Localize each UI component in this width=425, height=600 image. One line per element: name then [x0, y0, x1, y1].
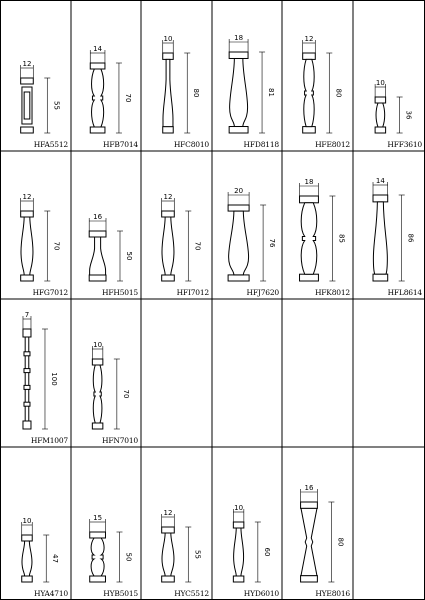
baluster-ring	[24, 369, 30, 373]
baluster-body	[90, 237, 106, 275]
baluster-base	[92, 423, 103, 429]
baluster-base	[375, 127, 386, 133]
baluster-base	[89, 275, 106, 281]
baluster-base	[229, 127, 248, 133]
baluster-base	[22, 576, 33, 582]
baluster-cap	[163, 53, 174, 59]
height-dimension	[326, 53, 332, 133]
baluster-base	[163, 127, 174, 133]
baluster-cap	[21, 211, 34, 217]
baluster-cell	[89, 213, 138, 297]
baluster-base	[162, 275, 175, 281]
height-label: 70	[121, 389, 130, 399]
baluster-body	[373, 202, 387, 274]
model-code: HYC5512	[174, 589, 209, 598]
width-label: 10	[375, 79, 385, 87]
baluster-cap	[303, 53, 316, 59]
height-dimension	[399, 195, 405, 281]
height-label: 70	[123, 93, 132, 103]
height-label: 55	[52, 101, 61, 110]
height-label: 47	[51, 554, 60, 563]
height-dimension	[185, 211, 191, 281]
baluster-cap	[228, 205, 249, 211]
height-label: 55	[193, 550, 202, 559]
width-label: 14	[93, 45, 103, 53]
width-label: 10	[22, 517, 32, 525]
baluster-base	[162, 576, 175, 582]
height-label: 76	[268, 238, 277, 248]
height-label: 70	[52, 241, 61, 251]
baluster-ring	[24, 385, 30, 389]
height-label: 85	[337, 234, 346, 243]
height-label: 80	[192, 88, 201, 98]
width-label: 12	[22, 193, 32, 201]
model-code: HFK8012	[314, 288, 350, 297]
baluster-base	[233, 576, 244, 582]
baluster-cell	[228, 187, 279, 297]
baluster-body	[376, 103, 385, 127]
baluster-cap	[23, 329, 31, 337]
width-label: 10	[93, 341, 103, 349]
baluster-base	[303, 127, 316, 133]
baluster-cap	[162, 211, 175, 217]
baluster-cell	[22, 517, 69, 598]
baluster-cap	[90, 63, 105, 69]
baluster-base	[373, 274, 388, 281]
model-code: HFI7012	[176, 288, 209, 297]
baluster-ring	[24, 352, 30, 356]
baluster-body	[304, 59, 314, 126]
height-label: 100	[49, 372, 58, 386]
cells-layer	[21, 34, 423, 598]
baluster-base	[90, 127, 105, 133]
model-code: HYD6010	[243, 589, 279, 598]
baluster-cell	[92, 341, 138, 445]
width-label: 20	[234, 187, 244, 195]
baluster-cap	[92, 359, 103, 365]
height-label: 80	[336, 537, 345, 547]
baluster-body	[234, 528, 244, 576]
height-label: 86	[406, 233, 415, 243]
baluster-cell	[375, 79, 422, 149]
model-code: HFL8614	[387, 288, 422, 297]
baluster-cell	[233, 504, 279, 598]
baluster-cap	[21, 78, 34, 84]
height-label: 81	[267, 88, 276, 97]
baluster-cap	[229, 52, 248, 58]
width-label: 10	[234, 504, 244, 512]
baluster-cell	[373, 177, 422, 297]
width-label: 12	[163, 193, 173, 201]
height-label: 70	[193, 241, 202, 251]
baluster-cell	[303, 35, 351, 149]
model-code: HYB5015	[103, 589, 138, 598]
baluster-cell	[162, 193, 210, 297]
baluster-base	[23, 421, 31, 429]
baluster-base	[228, 275, 249, 281]
height-dimension	[397, 97, 403, 133]
height-dimension	[117, 231, 123, 281]
baluster-body	[92, 69, 104, 127]
model-code: HFD8118	[243, 140, 279, 149]
height-dimension	[260, 205, 266, 281]
width-label: 10	[163, 35, 173, 43]
model-code: HFG7012	[32, 288, 68, 297]
baluster-cell	[300, 178, 351, 297]
model-code: HYE8016	[315, 589, 350, 598]
width-label: 12	[304, 35, 314, 43]
baluster-body	[22, 541, 32, 576]
model-code: HFC8010	[173, 140, 209, 149]
baluster-body	[21, 217, 33, 275]
baluster-cap	[300, 196, 319, 203]
width-label: 12	[163, 509, 173, 517]
baluster-cap	[301, 502, 318, 508]
height-dimension	[184, 53, 190, 133]
baluster-cell	[163, 35, 210, 149]
baluster-cap	[22, 535, 33, 541]
width-label: 15	[93, 514, 103, 522]
height-label: 50	[125, 251, 133, 261]
baluster-base	[301, 576, 318, 582]
baluster-body	[229, 211, 249, 275]
baluster-body	[162, 533, 174, 576]
baluster-body	[162, 217, 174, 275]
height-dimension	[114, 359, 120, 429]
width-label: 16	[304, 484, 314, 492]
baluster-cell	[229, 34, 279, 149]
baluster-cap	[162, 527, 175, 533]
model-code: HFJ7620	[246, 288, 279, 297]
baluster-cap	[89, 231, 106, 237]
baluster-body	[230, 58, 248, 126]
height-label: 60	[262, 547, 271, 557]
model-code: HYA4710	[33, 589, 68, 598]
height-dimension	[44, 78, 50, 133]
baluster-cell	[90, 514, 139, 598]
width-label: 12	[22, 60, 32, 68]
baluster-cell	[21, 60, 69, 149]
width-label: 7	[24, 311, 30, 319]
baluster-cap	[375, 97, 386, 103]
height-label: 80	[334, 88, 343, 98]
model-code: HFF3610	[387, 140, 422, 149]
baluster-cell	[23, 311, 68, 445]
height-dimension	[328, 502, 334, 582]
baluster-base	[21, 275, 34, 281]
baluster-panel	[24, 92, 30, 119]
baluster-body	[93, 365, 102, 423]
height-dimension	[42, 329, 48, 429]
baluster-body	[163, 59, 173, 126]
height-dimension	[259, 52, 265, 133]
height-dimension	[329, 196, 335, 281]
baluster-base	[21, 127, 34, 133]
baluster-body	[91, 538, 104, 576]
baluster-body	[25, 337, 29, 421]
model-code: HFH5015	[102, 288, 138, 297]
height-label: 50	[124, 552, 133, 562]
baluster-cap	[373, 195, 388, 202]
model-code: HFM1007	[30, 436, 68, 445]
height-dimension	[185, 527, 191, 582]
height-label: 36	[404, 110, 413, 120]
baluster-ring	[24, 402, 30, 406]
height-dimension	[44, 211, 50, 281]
baluster-cell	[21, 193, 69, 297]
baluster-cap	[90, 532, 106, 538]
width-label: 18	[304, 178, 314, 186]
baluster-base	[90, 576, 106, 582]
height-dimension	[116, 532, 122, 582]
model-code: HFA5512	[33, 140, 68, 149]
height-dimension	[255, 522, 261, 582]
model-code: HFB7014	[103, 140, 138, 149]
height-dimension	[43, 535, 49, 582]
baluster-cell	[90, 45, 138, 149]
model-code: HFE8012	[315, 140, 350, 149]
width-label: 18	[234, 34, 244, 42]
baluster-body	[301, 508, 317, 575]
baluster-cap	[233, 522, 244, 528]
width-label: 14	[375, 177, 385, 185]
height-dimension	[116, 63, 122, 133]
width-label: 16	[93, 213, 103, 221]
baluster-base	[300, 274, 319, 281]
baluster-body	[301, 203, 317, 274]
baluster-cell	[162, 509, 210, 598]
baluster-cell	[301, 484, 351, 598]
model-code: HFN7010	[102, 436, 138, 445]
